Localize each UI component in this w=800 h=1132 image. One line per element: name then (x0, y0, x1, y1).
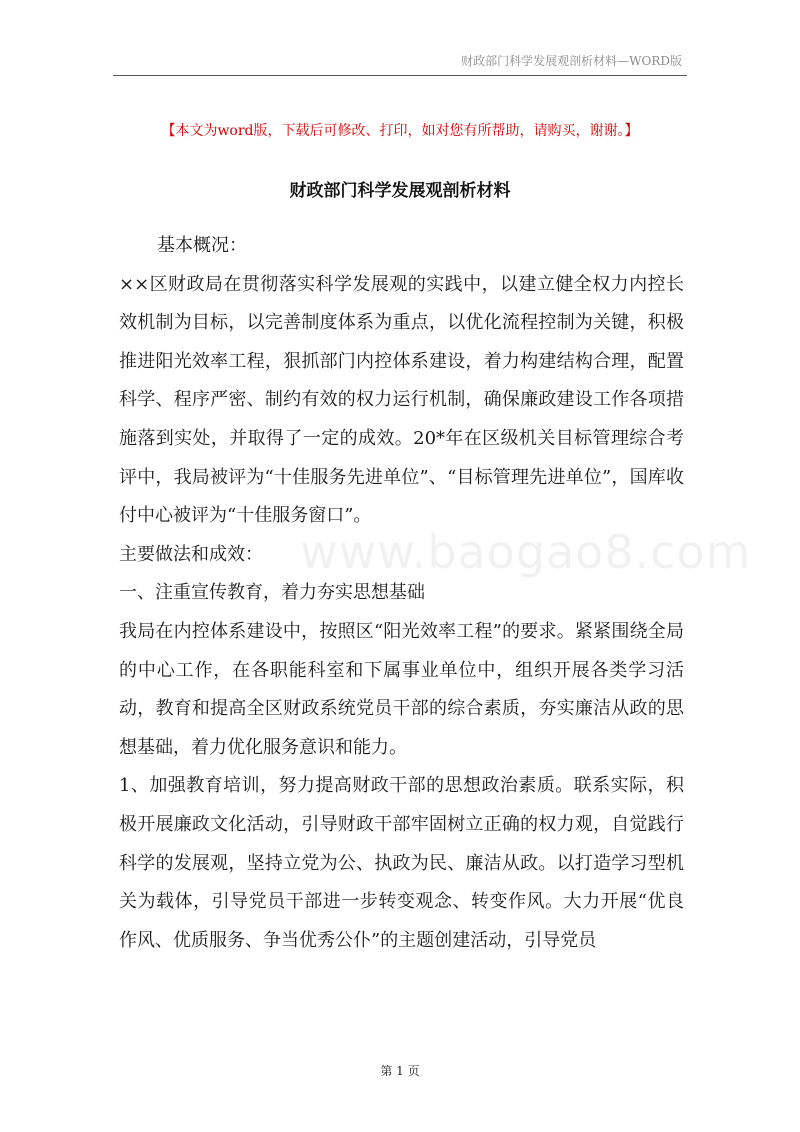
subheading-1: 一、注重宣传教育，着力夯实思想基础 (119, 582, 425, 604)
running-header: 财政部门科学发展观剖析材料—WORD版 (461, 54, 682, 68)
watermark: www.baogao8.com (300, 525, 752, 579)
download-notice: 【本文为word版，下载后可修改、打印，如对您有所帮助，请购买，谢谢。】 (161, 123, 639, 139)
page-number: 第 1 页 (380, 1064, 420, 1078)
section-heading-practices: 主要做法和成效： (119, 543, 263, 565)
document-title: 财政部门科学发展观剖析材料 (289, 181, 511, 201)
paragraph-education: 我局在内控体系建设中，按照区“阳光效率工程”的要求。紧紧围绕全局的中心工作，在各职能科室和下属事业单位中，组织开展各类学习活动，教育和提高全区财政系统党员干部的综合素质，夯实廉洁从政的思想基础，着力优化服务意识和能力。 (119, 620, 684, 758)
paragraph-overview: ××区财政局在贯彻落实科学发展观的实践中，以建立健全权力内控长效机制为目标，以完善制度体系为重点，以优化流程控制为关键，积极推进阳光效率工程，狠抓部门内控体系建设，着力构建结构合理，配置科学、程序严密、制约有效的权力运行机制，确保廉政建设工作各项措施落到实处，并取得了一定的成效。20*年在区级机关目标管理综合考评中，我局被评为“十佳服务先进单位”、“目标管理先进单位”，国库收付中心被评为“十佳服务窗口”。 (119, 273, 684, 527)
header-divider (113, 75, 687, 76)
document-body (119, 227, 684, 960)
section-heading-overview: 基本概况： (157, 235, 247, 256)
paragraph-training: 1、加强教育培训，努力提高财政干部的思想政治素质。联系实际，积极开展廉政文化活动，引导财政干部牢固树立正确的权力观，自觉践行科学的发展观，坚持立党为公、执政为民、廉洁从政。以打造学习型机关为载体，引导党员干部进一步转变观念、转变作风。大力开展“优良作风、优质服务、争当优秀公仆”的主题创建活动，引导党员 (119, 775, 684, 951)
